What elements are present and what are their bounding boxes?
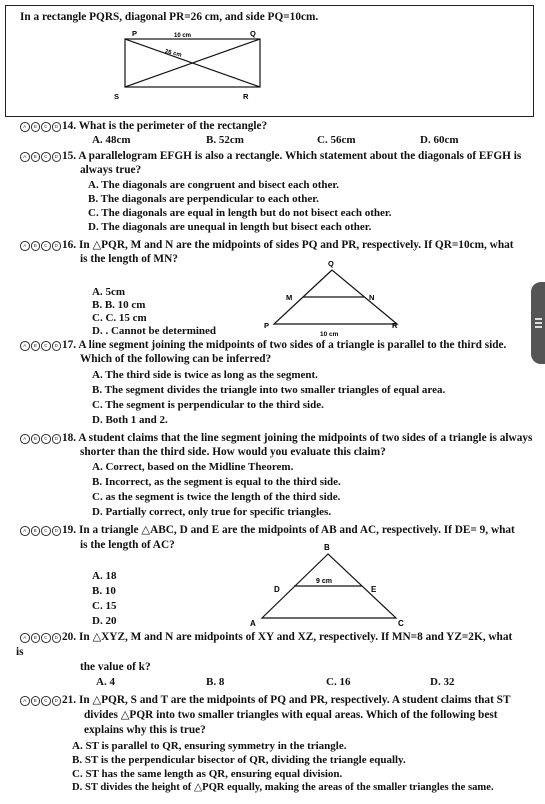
bubble-d[interactable]: D bbox=[52, 434, 62, 444]
answer-bubbles-q16[interactable] bbox=[20, 241, 61, 251]
q20-option-b: B. 8 bbox=[206, 676, 225, 688]
bubble-d[interactable]: D bbox=[52, 633, 62, 643]
bubble-a[interactable]: A bbox=[20, 122, 30, 132]
q20-is: is bbox=[16, 646, 24, 658]
label-a: A bbox=[250, 619, 256, 628]
q15-line1: 15. A parallelogram EFGH is also a rectangle. Which statement about the diagonals of EFGH is bbox=[62, 150, 522, 162]
bubble-c[interactable]: C bbox=[41, 526, 51, 536]
q17-line1: 17. A line segment joining the midpoints of two sides of a triangle is parallel to the third side. bbox=[62, 339, 507, 351]
q21-option-c: C. ST has the same length as QR, ensuring equal division. bbox=[72, 768, 343, 780]
answer-bubbles-q18[interactable] bbox=[20, 434, 61, 444]
q20-option-a: A. 4 bbox=[96, 676, 115, 688]
q19-option-a: A. 18 bbox=[92, 570, 117, 582]
triangle-pqr-figure bbox=[262, 256, 412, 340]
answer-bubbles-q20[interactable] bbox=[20, 633, 61, 643]
q16-line1: 16. In △PQR, M and N are the midpoints of sides PQ and PR, respectively. If QR=10cm, what bbox=[62, 239, 514, 251]
bubble-b[interactable]: B bbox=[31, 434, 41, 444]
bubble-c[interactable]: C bbox=[41, 241, 51, 251]
q16-option-c: C. C. 15 cm bbox=[92, 312, 147, 324]
q14-option-a: A. 48cm bbox=[92, 134, 131, 146]
label-n: N bbox=[369, 293, 375, 302]
q21-option-d: D. ST divides the height of △PQR equally, making the areas of the smaller triangles the same. bbox=[72, 782, 494, 793]
side-scroll-handle[interactable] bbox=[531, 282, 545, 364]
q14-option-d: D. 60cm bbox=[420, 134, 459, 146]
q21-line2: divides △PQR into two smaller triangles with equal areas. Which of the following best bbox=[84, 709, 498, 721]
answer-bubbles-q15[interactable] bbox=[20, 152, 61, 162]
q19-option-d: D. 20 bbox=[92, 615, 117, 627]
q15-option-b: B. The diagonals are perpendicular to each other. bbox=[88, 193, 319, 205]
q18-option-b: B. Incorrect, as the segment is equal to the third side. bbox=[92, 476, 341, 488]
bubble-c[interactable]: C bbox=[41, 122, 51, 132]
bubble-a[interactable]: A bbox=[20, 241, 30, 251]
q19-option-b: B. 10 bbox=[92, 585, 116, 597]
q20-line1: 20. In △XYZ, M and N are midpoints of XY and XZ, respectively. If MN=8 and YZ=2K, what bbox=[62, 631, 513, 643]
label-top-length: 10 cm bbox=[174, 33, 192, 39]
bubble-a[interactable]: A bbox=[20, 434, 30, 444]
label-de-length: 9 cm bbox=[316, 578, 332, 585]
answer-bubbles-q21[interactable] bbox=[20, 696, 61, 706]
q16-option-b: B. B. 10 cm bbox=[92, 299, 146, 311]
label-r: R bbox=[243, 92, 249, 101]
q20-option-c: C. 16 bbox=[326, 676, 351, 688]
q17-line2: Which of the following can be inferred? bbox=[80, 353, 272, 365]
triangle-abc-figure bbox=[244, 538, 414, 630]
q21-line3: explains why this is true? bbox=[84, 724, 206, 736]
label-m: M bbox=[286, 293, 293, 302]
q18-option-a: A. Correct, based on the Midline Theorem. bbox=[92, 461, 294, 473]
label-p: P bbox=[132, 29, 138, 38]
q14-option-c: C. 56cm bbox=[317, 134, 356, 146]
bubble-b[interactable]: B bbox=[31, 241, 41, 251]
bubble-d[interactable]: D bbox=[52, 696, 62, 706]
bubble-c[interactable]: C bbox=[41, 152, 51, 162]
bubble-b[interactable]: B bbox=[31, 152, 41, 162]
q16-line2: is the length of MN? bbox=[80, 253, 178, 265]
bubble-c[interactable]: C bbox=[41, 696, 51, 706]
bubble-b[interactable]: B bbox=[31, 526, 41, 536]
label-q: Q bbox=[250, 29, 256, 38]
label-e: E bbox=[371, 585, 377, 594]
label-diagonal-length: 26 cm bbox=[164, 48, 183, 59]
bubble-d[interactable]: D bbox=[52, 241, 62, 251]
label-p: P bbox=[264, 321, 270, 330]
bubble-b[interactable]: B bbox=[31, 696, 41, 706]
bubble-a[interactable]: A bbox=[20, 696, 30, 706]
q18-line1: 18. A student claims that the line segment joining the midpoints of two sides of a triangle is always bbox=[62, 432, 533, 444]
rectangle-figure bbox=[110, 28, 280, 104]
label-s: S bbox=[114, 92, 120, 101]
bubble-b[interactable]: B bbox=[31, 341, 41, 351]
bubble-a[interactable]: A bbox=[20, 526, 30, 536]
bubble-d[interactable]: D bbox=[52, 526, 62, 536]
label-c: C bbox=[398, 619, 404, 628]
q18-line2: shorter than the third side. How would you evaluate this claim? bbox=[80, 446, 386, 458]
label-r: R bbox=[392, 321, 398, 330]
q17-option-b: B. The segment divides the triangle into two smaller triangles of equal area. bbox=[92, 384, 446, 396]
bubble-a[interactable]: A bbox=[20, 341, 30, 351]
q18-option-c: C. as the segment is twice the length of the third side. bbox=[92, 491, 341, 503]
bubble-d[interactable]: D bbox=[52, 341, 62, 351]
q21-option-a: A. ST is parallel to QR, ensuring symmetry in the triangle. bbox=[72, 740, 347, 752]
q17-option-a: A. The third side is twice as long as the segment. bbox=[92, 369, 318, 381]
q20-line2: the value of k? bbox=[80, 661, 151, 673]
label-d: D bbox=[274, 585, 280, 594]
bubble-d[interactable]: D bbox=[52, 152, 62, 162]
q15-line2: always true? bbox=[80, 164, 142, 176]
bubble-c[interactable]: C bbox=[41, 434, 51, 444]
bubble-c[interactable]: C bbox=[41, 633, 51, 643]
q19-line2: is the length of AC? bbox=[80, 539, 175, 551]
bubble-a[interactable]: A bbox=[20, 633, 30, 643]
header-text: In a rectangle PQRS, diagonal PR=26 cm, and side PQ=10cm. bbox=[20, 11, 319, 23]
q15-option-c: C. The diagonals are equal in length but do not bisect each other. bbox=[88, 207, 392, 219]
q17-option-c: C. The segment is perpendicular to the third side. bbox=[92, 399, 324, 411]
bubble-b[interactable]: B bbox=[31, 122, 41, 132]
q21-line1: 21. In △PQR, S and T are the midpoints of PQ and PR, respectively. A student claims that ST bbox=[62, 694, 511, 706]
q20-option-d: D. 32 bbox=[430, 676, 455, 688]
answer-bubbles-q19[interactable] bbox=[20, 526, 61, 536]
bubble-a[interactable]: A bbox=[20, 152, 30, 162]
q15-option-d: D. The diagonals are unequal in length but bisect each other. bbox=[88, 221, 372, 233]
answer-bubbles-q17[interactable] bbox=[20, 341, 61, 351]
label-b: B bbox=[324, 543, 330, 552]
q15-option-a: A. The diagonals are congruent and bisect each other. bbox=[88, 179, 339, 191]
q19-option-c: C. 15 bbox=[92, 600, 117, 612]
q16-option-d: D. . Cannot be determined bbox=[92, 325, 217, 337]
bubble-b[interactable]: B bbox=[31, 633, 41, 643]
bubble-d[interactable]: D bbox=[52, 122, 62, 132]
label-base-length: 10 cm bbox=[320, 331, 339, 338]
q17-option-d: D. Both 1 and 2. bbox=[92, 414, 168, 426]
q21-option-b: B. ST is the perpendicular bisector of QR, dividing the triangle equally. bbox=[72, 754, 406, 766]
q14-option-b: B. 52cm bbox=[206, 134, 244, 146]
label-q: Q bbox=[328, 259, 334, 268]
q14-text: 14. What is the perimeter of the rectangle? bbox=[62, 120, 268, 132]
answer-bubbles-q14[interactable] bbox=[20, 122, 61, 132]
q18-option-d: D. Partially correct, only true for specific triangles. bbox=[92, 506, 332, 518]
q19-line1: 19. In a triangle △ABC, D and E are the midpoints of AB and AC, respectively. If DE= 9, what bbox=[62, 524, 515, 536]
q16-option-a: A. 5cm bbox=[92, 286, 125, 298]
bubble-c[interactable]: C bbox=[41, 341, 51, 351]
